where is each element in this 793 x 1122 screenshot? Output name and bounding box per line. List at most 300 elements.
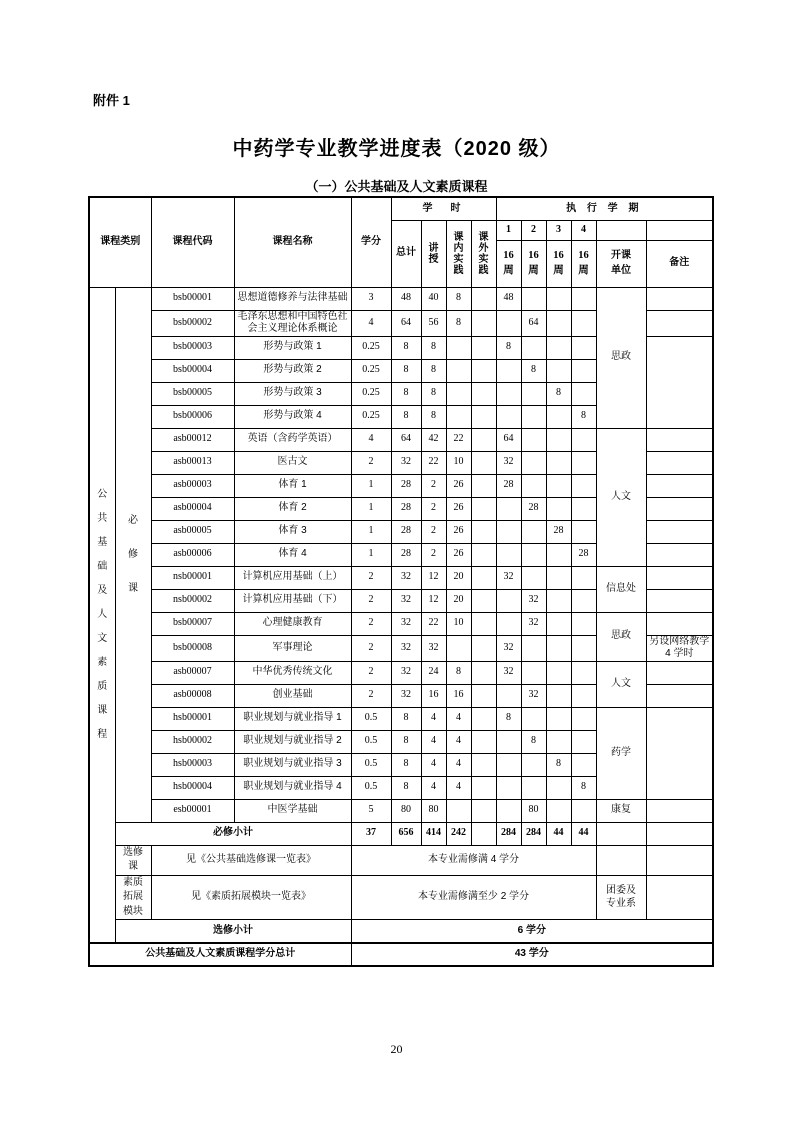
sem2-cell: 8 [521, 730, 546, 753]
header-weeks-2 [521, 240, 546, 287]
hours-lecture-cell: 22 [421, 612, 446, 635]
credits-cell: 2 [351, 451, 391, 474]
code-cell: asb00006 [151, 543, 234, 566]
name-cell: 体育 4 [234, 543, 351, 566]
hours-total-cell: 8 [391, 753, 421, 776]
hours-inclass-cell: 22 [446, 428, 471, 451]
sem1-cell [496, 520, 521, 543]
required-subtotal-row [89, 822, 713, 845]
sem3-cell [546, 428, 571, 451]
hours-extra-cell [471, 287, 496, 310]
name-cell: 英语（含药学英语） [234, 428, 351, 451]
hours-extra-cell [471, 730, 496, 753]
header-hours-lecture-text: 讲授 [428, 242, 439, 265]
hours-total-cell: 8 [391, 405, 421, 428]
sem2-cell: 284 [521, 822, 546, 845]
header-hours-lecture [421, 220, 446, 287]
hours-inclass-cell [446, 382, 471, 405]
sem1-cell [496, 359, 521, 382]
hours-extra-cell [471, 405, 496, 428]
hours-extra-cell [471, 822, 496, 845]
hours-extra-cell [471, 497, 496, 520]
sem3-cell: 28 [546, 520, 571, 543]
unit-cell: 人文 [596, 428, 646, 566]
hours-inclass-cell: 20 [446, 566, 471, 589]
remark-cell [646, 661, 713, 684]
sem4-cell [571, 310, 596, 336]
sem1-cell [496, 799, 521, 822]
header-weeks-3 [546, 240, 571, 287]
sem4-cell [571, 520, 596, 543]
credits-cell: 0.25 [351, 405, 391, 428]
sem1-cell: 48 [496, 287, 521, 310]
sem1-cell [496, 589, 521, 612]
remark-cell [646, 566, 713, 589]
hours-total-cell: 28 [391, 497, 421, 520]
sem3-cell [546, 635, 571, 661]
sem3-cell: 8 [546, 382, 571, 405]
sem2-cell: 28 [521, 497, 546, 520]
course-row [89, 661, 713, 684]
header-remark: 备注 [646, 240, 713, 287]
code-cell: bsb00004 [151, 359, 234, 382]
sem1-cell: 32 [496, 635, 521, 661]
hours-inclass-cell: 10 [446, 451, 471, 474]
header-name: 课程名称 [234, 197, 351, 287]
elective-note-cell: 本专业需修满 4 学分 [351, 845, 596, 875]
header-code: 课程代码 [151, 197, 234, 287]
name-cell: 体育 3 [234, 520, 351, 543]
quality-label-text: 素质拓展模块 [123, 876, 143, 917]
hours-total-cell: 8 [391, 336, 421, 359]
credits-cell: 1 [351, 497, 391, 520]
sem3-cell [546, 543, 571, 566]
sem4-cell [571, 497, 596, 520]
name-cell: 职业规划与就业指导 4 [234, 776, 351, 799]
sem2-cell [521, 474, 546, 497]
remark-cell [646, 684, 713, 707]
course-row [89, 707, 713, 730]
sem3-cell [546, 359, 571, 382]
sem3-cell [546, 497, 571, 520]
sem1-cell: 28 [496, 474, 521, 497]
code-cell: asb00007 [151, 661, 234, 684]
header-unit [596, 240, 646, 287]
hours-extra-cell [471, 635, 496, 661]
code-cell: esb00001 [151, 799, 234, 822]
sem3-cell [546, 451, 571, 474]
remark-cell: 另设网络教学 4 学时 [646, 635, 713, 661]
hours-lecture-cell: 2 [421, 543, 446, 566]
elective-label-cell [115, 845, 151, 875]
hours-total-cell: 8 [391, 359, 421, 382]
category-required-text: 必修课 [128, 514, 138, 594]
name-cell: 毛泽东思想和中国特色社会主义理论体系概论 [234, 310, 351, 336]
code-cell: asb00013 [151, 451, 234, 474]
credits-cell: 5 [351, 799, 391, 822]
hours-total-cell: 64 [391, 310, 421, 336]
hours-total-cell: 32 [391, 589, 421, 612]
remark-cell [646, 336, 713, 428]
name-cell: 计算机应用基础（上） [234, 566, 351, 589]
hours-inclass-cell [446, 405, 471, 428]
hours-inclass-cell: 16 [446, 684, 471, 707]
credits-cell: 37 [351, 822, 391, 845]
hours-inclass-cell: 26 [446, 543, 471, 566]
hours-total-cell: 48 [391, 287, 421, 310]
unit-cell: 信息处 [596, 566, 646, 612]
elective-subtotal-label: 选修小计 [115, 920, 351, 943]
hours-extra-cell [471, 566, 496, 589]
hours-inclass-cell: 4 [446, 707, 471, 730]
header-weeks-4 [571, 240, 596, 287]
hours-lecture-cell: 42 [421, 428, 446, 451]
hours-lecture-cell: 4 [421, 753, 446, 776]
name-cell: 医古文 [234, 451, 351, 474]
name-cell: 创业基础 [234, 684, 351, 707]
hours-total-cell: 32 [391, 635, 421, 661]
header-weeks-1 [496, 240, 521, 287]
header-hours-extra [471, 220, 496, 287]
code-cell: bsb00003 [151, 336, 234, 359]
hours-extra-cell [471, 520, 496, 543]
sem3-cell [546, 405, 571, 428]
sem1-cell [496, 776, 521, 799]
hours-lecture-cell: 4 [421, 730, 446, 753]
hours-extra-cell [471, 336, 496, 359]
hours-lecture-cell: 2 [421, 474, 446, 497]
sem1-cell [496, 497, 521, 520]
course-row [89, 566, 713, 589]
credits-cell: 2 [351, 566, 391, 589]
code-cell: bsb00006 [151, 405, 234, 428]
sem1-cell [496, 543, 521, 566]
sem3-cell [546, 799, 571, 822]
sem4-cell [571, 612, 596, 635]
credits-cell: 4 [351, 310, 391, 336]
credits-cell: 2 [351, 612, 391, 635]
sem2-cell [521, 382, 546, 405]
hours-inclass-cell: 8 [446, 661, 471, 684]
sem2-cell [521, 753, 546, 776]
sem4-cell [571, 336, 596, 359]
sem1-cell: 284 [496, 822, 521, 845]
sem3-cell [546, 612, 571, 635]
hours-lecture-cell: 8 [421, 359, 446, 382]
name-cell: 中医学基础 [234, 799, 351, 822]
code-cell: bsb00007 [151, 612, 234, 635]
sem4-cell [571, 382, 596, 405]
code-cell: hsb00002 [151, 730, 234, 753]
sem3-cell [546, 287, 571, 310]
quality-unit-text: 团委及专业系 [606, 884, 636, 910]
credits-cell: 0.5 [351, 707, 391, 730]
sem1-cell: 32 [496, 661, 521, 684]
hours-extra-cell [471, 799, 496, 822]
hours-inclass-cell [446, 799, 471, 822]
code-cell: asb00004 [151, 497, 234, 520]
weeks-text: 16周 [553, 250, 564, 276]
category-required-cell [115, 287, 151, 822]
code-cell: bsb00002 [151, 310, 234, 336]
credits-cell: 0.25 [351, 382, 391, 405]
name-cell: 形势与政策 4 [234, 405, 351, 428]
name-cell: 职业规划与就业指导 3 [234, 753, 351, 776]
sem2-cell [521, 451, 546, 474]
sem4-cell [571, 661, 596, 684]
hours-extra-cell [471, 359, 496, 382]
hours-lecture-cell: 22 [421, 451, 446, 474]
sem3-cell [546, 310, 571, 336]
sem1-cell: 32 [496, 566, 521, 589]
course-row [89, 428, 713, 451]
hours-lecture-cell: 56 [421, 310, 446, 336]
hours-lecture-cell: 414 [421, 822, 446, 845]
sem3-cell [546, 589, 571, 612]
course-row [89, 799, 713, 822]
credits-cell: 1 [351, 520, 391, 543]
header-hours-extra-text: 课外实践 [478, 231, 489, 276]
sem3-cell [546, 707, 571, 730]
elective-row [89, 845, 713, 875]
unit-cell: 康复 [596, 799, 646, 822]
code-cell: hsb00003 [151, 753, 234, 776]
hours-lecture-cell: 32 [421, 635, 446, 661]
sem1-cell [496, 382, 521, 405]
hours-lecture-cell: 8 [421, 382, 446, 405]
sem1-cell [496, 405, 521, 428]
hours-inclass-cell: 26 [446, 474, 471, 497]
credits-cell: 1 [351, 474, 391, 497]
credits-cell: 2 [351, 661, 391, 684]
code-cell: asb00003 [151, 474, 234, 497]
sem2-cell: 64 [521, 310, 546, 336]
sem2-cell [521, 661, 546, 684]
hours-lecture-cell: 2 [421, 497, 446, 520]
name-cell: 计算机应用基础（下） [234, 589, 351, 612]
code-cell: bsb00005 [151, 382, 234, 405]
hours-inclass-cell: 8 [446, 287, 471, 310]
hours-lecture-cell: 8 [421, 405, 446, 428]
header-credits: 学分 [351, 197, 391, 287]
remark-cell [646, 310, 713, 336]
grand-total-label: 公共基础及人文素质课程学分总计 [89, 943, 351, 966]
credits-cell: 3 [351, 287, 391, 310]
credits-cell: 2 [351, 635, 391, 661]
sem1-cell [496, 684, 521, 707]
hours-inclass-cell [446, 359, 471, 382]
sem1-cell [496, 753, 521, 776]
hours-total-cell: 64 [391, 428, 421, 451]
course-row [89, 287, 713, 310]
sem4-cell [571, 799, 596, 822]
unit-cell: 思政 [596, 287, 646, 428]
unit-cell: 药学 [596, 707, 646, 799]
sem3-cell [546, 474, 571, 497]
credits-cell: 1 [351, 543, 391, 566]
hours-inclass-cell: 8 [446, 310, 471, 336]
sem2-cell: 32 [521, 612, 546, 635]
name-cell: 体育 2 [234, 497, 351, 520]
hours-extra-cell [471, 753, 496, 776]
sem3-cell [546, 776, 571, 799]
sem3-cell: 44 [546, 822, 571, 845]
header-hours-inclass [446, 220, 471, 287]
sem4-cell [571, 730, 596, 753]
quality-note-cell: 本专业需修满至少 2 学分 [351, 875, 596, 920]
credits-cell: 2 [351, 684, 391, 707]
hours-extra-cell [471, 543, 496, 566]
name-cell: 职业规划与就业指导 2 [234, 730, 351, 753]
sem2-cell [521, 428, 546, 451]
sem3-cell [546, 684, 571, 707]
sem2-cell [521, 543, 546, 566]
credits-cell: 2 [351, 589, 391, 612]
hours-inclass-cell: 4 [446, 730, 471, 753]
course-schedule-table [88, 196, 714, 967]
sem1-cell [496, 310, 521, 336]
sem1-cell: 32 [496, 451, 521, 474]
header-remark-spacer [646, 220, 713, 240]
name-cell: 形势与政策 3 [234, 382, 351, 405]
grand-total-value: 43 学分 [351, 943, 713, 966]
remark-cell [646, 287, 713, 310]
hours-total-cell: 8 [391, 382, 421, 405]
credits-cell: 0.25 [351, 336, 391, 359]
category-main-text: 公共基础及人文素质课程 [97, 488, 108, 740]
weeks-text: 16周 [578, 250, 589, 276]
remark-cell [646, 520, 713, 543]
sem2-cell [521, 707, 546, 730]
sem2-cell [521, 405, 546, 428]
header-sem2: 2 [521, 220, 546, 240]
sem1-cell: 8 [496, 707, 521, 730]
hours-extra-cell [471, 428, 496, 451]
name-cell: 中华优秀传统文化 [234, 661, 351, 684]
credits-cell: 4 [351, 428, 391, 451]
header-sem1: 1 [496, 220, 521, 240]
sem4-cell: 8 [571, 405, 596, 428]
hours-extra-cell [471, 684, 496, 707]
header-hours-total: 总计 [391, 220, 421, 287]
sem4-cell [571, 451, 596, 474]
hours-total-cell: 8 [391, 707, 421, 730]
name-cell: 职业规划与就业指导 1 [234, 707, 351, 730]
name-cell: 心理健康教育 [234, 612, 351, 635]
sem4-cell [571, 287, 596, 310]
sem1-cell: 64 [496, 428, 521, 451]
hours-extra-cell [471, 612, 496, 635]
remark-cell [646, 799, 713, 822]
hours-total-cell: 28 [391, 543, 421, 566]
remark-cell [646, 822, 713, 845]
hours-extra-cell [471, 451, 496, 474]
hours-total-cell: 32 [391, 684, 421, 707]
sem2-cell [521, 635, 546, 661]
quality-label-cell [115, 875, 151, 920]
sem4-cell [571, 428, 596, 451]
remark-cell [646, 543, 713, 566]
sem2-cell [521, 776, 546, 799]
hours-inclass-cell: 10 [446, 612, 471, 635]
hours-lecture-cell: 80 [421, 799, 446, 822]
hours-lecture-cell: 24 [421, 661, 446, 684]
hours-lecture-cell: 4 [421, 707, 446, 730]
name-cell: 形势与政策 1 [234, 336, 351, 359]
code-cell: bsb00001 [151, 287, 234, 310]
sem2-cell [521, 520, 546, 543]
remark-cell [646, 428, 713, 451]
credits-cell: 0.5 [351, 776, 391, 799]
code-cell: asb00008 [151, 684, 234, 707]
course-row [89, 612, 713, 635]
page-title: 中药学专业教学进度表（2020 级） [232, 138, 561, 160]
name-cell: 军事理论 [234, 635, 351, 661]
remark-cell [646, 612, 713, 635]
weeks-text: 16周 [503, 250, 514, 276]
header-row-1 [89, 197, 713, 220]
required-subtotal-label: 必修小计 [115, 822, 351, 845]
page-number: 20 [390, 1042, 403, 1056]
header-category: 课程类别 [89, 197, 151, 287]
elective-ref-cell: 见《公共基础选修课一览表》 [151, 845, 351, 875]
remark-cell [646, 497, 713, 520]
sem3-cell [546, 661, 571, 684]
hours-inclass-cell: 26 [446, 497, 471, 520]
sem4-cell [571, 635, 596, 661]
sem4-cell: 8 [571, 776, 596, 799]
hours-inclass-cell: 242 [446, 822, 471, 845]
remark-cell [646, 845, 713, 875]
hours-total-cell: 656 [391, 822, 421, 845]
header-unit-spacer [596, 220, 646, 240]
sem4-cell [571, 684, 596, 707]
name-cell: 形势与政策 2 [234, 359, 351, 382]
sem4-cell [571, 474, 596, 497]
credits-cell: 0.5 [351, 730, 391, 753]
hours-extra-cell [471, 589, 496, 612]
hours-extra-cell [471, 382, 496, 405]
hours-inclass-cell: 26 [446, 520, 471, 543]
hours-extra-cell [471, 707, 496, 730]
code-cell: bsb00008 [151, 635, 234, 661]
hours-total-cell: 80 [391, 799, 421, 822]
quality-module-row [89, 875, 713, 920]
hours-lecture-cell: 12 [421, 566, 446, 589]
sem2-cell: 8 [521, 359, 546, 382]
remark-cell [646, 707, 713, 799]
hours-inclass-cell [446, 635, 471, 661]
unit-cell [596, 822, 646, 845]
hours-total-cell: 32 [391, 612, 421, 635]
hours-lecture-cell: 8 [421, 336, 446, 359]
quality-ref-cell: 见《素质拓展模块一览表》 [151, 875, 351, 920]
header-hours-group: 学 时 [391, 197, 496, 220]
credits-cell: 0.5 [351, 753, 391, 776]
remark-cell [646, 589, 713, 612]
section-subtitle: （一）公共基础及人文素质课程 [305, 179, 488, 194]
sem3-cell [546, 566, 571, 589]
sem3-cell: 8 [546, 753, 571, 776]
sem4-cell [571, 707, 596, 730]
sem4-cell [571, 359, 596, 382]
sem2-cell [521, 287, 546, 310]
hours-total-cell: 32 [391, 451, 421, 474]
sem4-cell: 44 [571, 822, 596, 845]
name-cell: 体育 1 [234, 474, 351, 497]
category-main-cell [89, 287, 115, 943]
hours-inclass-cell [446, 336, 471, 359]
